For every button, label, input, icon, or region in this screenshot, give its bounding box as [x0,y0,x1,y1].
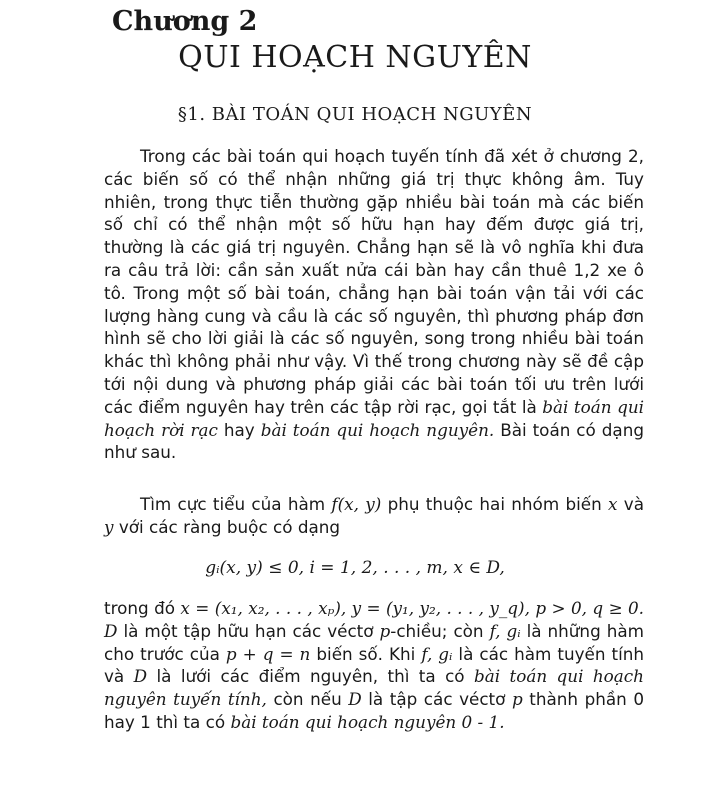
term-integer-programming: bài toán qui hoạch nguyên. [260,419,495,440]
intro-text: Trong các bài toán qui hoạch tuyến tính đã xét ở chương 2, các biến số có thể nhận những giá trị thực không âm. Tuy nhiên, trong thực tiễn thường gặp nhiều bài toán mà các biến số chỉ có thể nhận một số hữu hạn hay đếm được giá trị, thường là các giá trị nguyên. Chẳng hạn sẽ là vô nghĩa khi đưa ra câu trả lời: cần sản xuất nửa cái bàn hay cần thuê 1,2 xe ô tô. Trong một số bài toán, chẳng hạn bài toán vận tải với các lượng hàng cung và cầu là các số nguyên, thì phương pháp đơn hình sẽ cho lời giải là các số nguyên, song trong nhiều bài toán khác thì không phải như vậy. Vì thế trong chương này sẽ đề cập tới nội dung và phương pháp giải các bài toán tối ưu trên lưới các điểm nguyên hay trên các tập rời rạc, gọi tắt là [104,146,644,417]
problem-text: và [623,494,645,514]
math-p: p [379,620,391,641]
problem-paragraph [104,493,644,539]
definition-text: trong đó [104,598,175,618]
math-y: y [104,516,114,537]
definition-text: là các hàm tuyến tính và [104,643,645,687]
definition-paragraph [104,597,644,734]
math-D: D [104,620,118,641]
term-binary-integer-programming: bài toán qui hoạch nguyên 0 - 1. [230,711,505,732]
definition-text: là tập các véctơ [368,689,506,710]
term-discrete-programming: bài toán qui hoạch rời rạc [104,396,644,440]
math-f-g: f, gᵢ [489,620,521,641]
definition-text: là lưới các điểm nguyên, thì ta có [156,666,465,687]
intro-text-end: Bài toán có dạng như sau. [104,419,644,463]
definition-text: biến số. Khi [316,643,416,664]
problem-text: phụ thuộc hai nhóm biến [387,494,602,514]
term-linear-integer-programming: bài toán qui hoạch nguyên tuyến tính, [104,666,644,710]
definition-text: thành phần 0 hay 1 thì ta có [104,689,644,732]
math-f-g: f, gᵢ [421,643,453,664]
chapter-title: QUI HOẠCH NGUYÊN [178,40,532,75]
problem-text: Tìm cực tiểu của hàm [140,494,326,514]
math-p: p [511,689,523,710]
definition-text: còn nếu [273,689,342,710]
definition-text: là một tập hữu hạn các véctơ [123,620,374,641]
intro-paragraph [104,145,644,464]
math-x: x [608,494,618,514]
definition-text: -chiều; còn [390,620,484,641]
definition-text: là những hàm cho trước của [104,620,644,664]
section-title: §1. BÀI TOÁN QUI HOẠCH NGUYÊN [177,104,533,125]
math-D: D [348,689,362,710]
intro-text-or: hay [223,419,255,440]
math-D: D [133,666,148,687]
math-f: f(x, y) [331,494,382,514]
constraint-equation: gᵢ(x, y) ≤ 0, i = 1, 2, . . . , m, x ∈ D, [205,558,505,578]
problem-text: với các ràng buộc có dạng [118,516,341,537]
math-n: p + q = n [225,643,311,664]
math-vectors: x = (x₁, x₂, . . . , xₚ), y = (y₁, y₂, . . . , y_q), p > 0, q ≥ 0. [180,598,644,618]
chapter-label: Chương 2 [112,6,258,37]
